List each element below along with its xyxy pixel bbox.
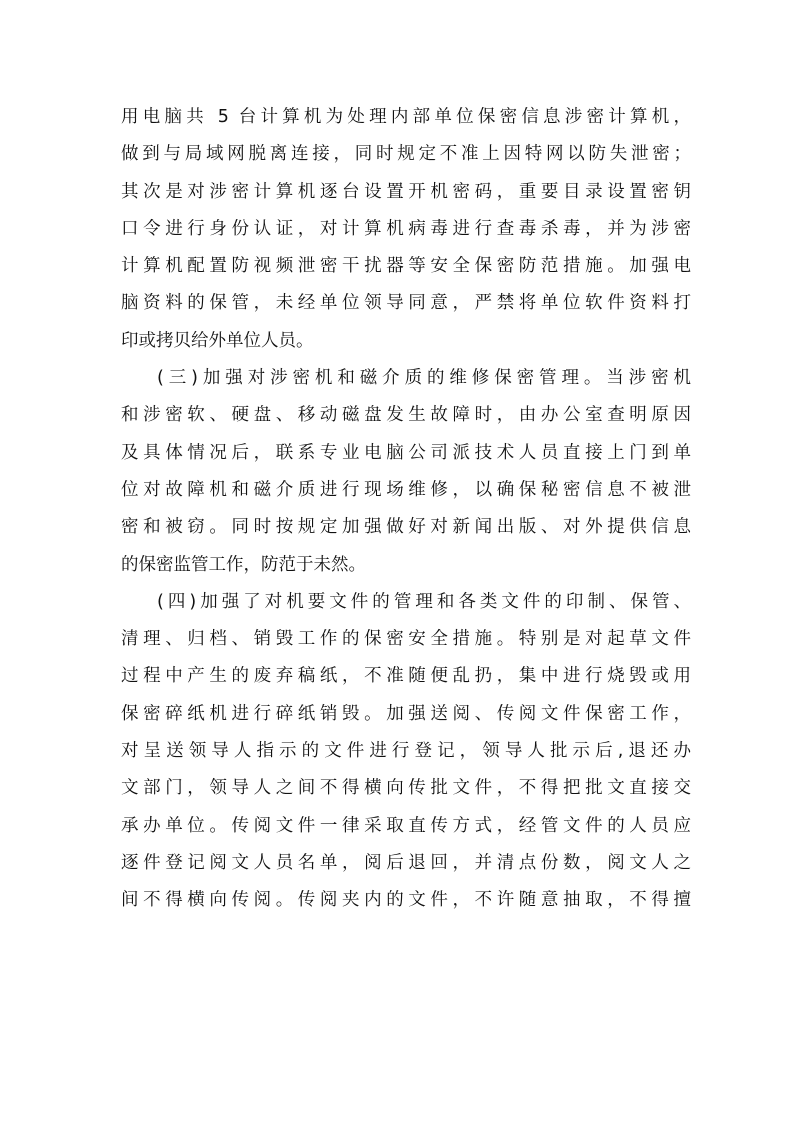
text-line: 过程中产生的废弃稿纸，不准随便乱扔，集中进行烧毁或用 bbox=[121, 666, 691, 687]
text-line: 保密碎纸机进行碎纸销毁。加强送阅、传阅文件保密工作， bbox=[121, 703, 691, 724]
paragraph-3 bbox=[121, 584, 691, 920]
text-line: (四)加强了对机要文件的管理和各类文件的印制、保管、 bbox=[157, 591, 691, 612]
text-line: 承办单位。传阅文件一律采取直传方式，经管文件的人员应 bbox=[121, 815, 691, 836]
text-line: 和涉密软、硬盘、移动磁盘发生故障时，由办公室查明原因 bbox=[121, 405, 691, 426]
text-line: 印或拷贝给外单位人员。 bbox=[121, 330, 314, 351]
text-line: 间不得横向传阅。传阅夹内的文件，不许随意抽取，不得擅 bbox=[121, 890, 691, 911]
text-line: 其次是对涉密计算机逐台设置开机密码，重要目录设置密钥 bbox=[121, 181, 691, 202]
text-line: 做到与局域网脱离连接，同时规定不准上因特网以防失泄密； bbox=[121, 144, 691, 165]
text-line: 脑资料的保管，未经单位领导同意，严禁将单位软件资料打 bbox=[121, 293, 691, 314]
text-line: 位对故障机和磁介质进行现场维修，以确保秘密信息不被泄 bbox=[121, 479, 691, 500]
text-line: 逐件登记阅文人员名单，阅后退回，并清点份数，阅文人之 bbox=[121, 852, 691, 873]
document-body bbox=[121, 99, 691, 920]
text-line: (三)加强对涉密机和磁介质的维修保密管理。当涉密机 bbox=[157, 368, 691, 389]
paragraph-2 bbox=[121, 360, 691, 584]
text-line: 密和被窃。同时按规定加强做好对新闻出版、对外提供信息 bbox=[121, 517, 691, 538]
text-line: 清理、归档、销毁工作的保密安全措施。特别是对起草文件 bbox=[121, 629, 691, 650]
text-line: 口令进行身份认证，对计算机病毒进行查毒杀毒，并为涉密 bbox=[121, 218, 691, 239]
text-line: 用电脑共 5 台计算机为处理内部单位保密信息涉密计算机， bbox=[121, 107, 691, 127]
text-line: 对呈送领导人指示的文件进行登记，领导人批示后,退还办 bbox=[121, 741, 691, 762]
text-line: 的保密监管工作，防范于未然。 bbox=[121, 554, 366, 575]
text-line: 文部门，领导人之间不得横向传批文件，不得把批文直接交 bbox=[121, 778, 691, 799]
text-line: 及具体情况后，联系专业电脑公司派技术人员直接上门到单 bbox=[121, 442, 691, 463]
paragraph-1 bbox=[121, 99, 691, 360]
text-line: 计算机配置防视频泄密干扰器等安全保密防范措施。加强电 bbox=[121, 256, 691, 277]
